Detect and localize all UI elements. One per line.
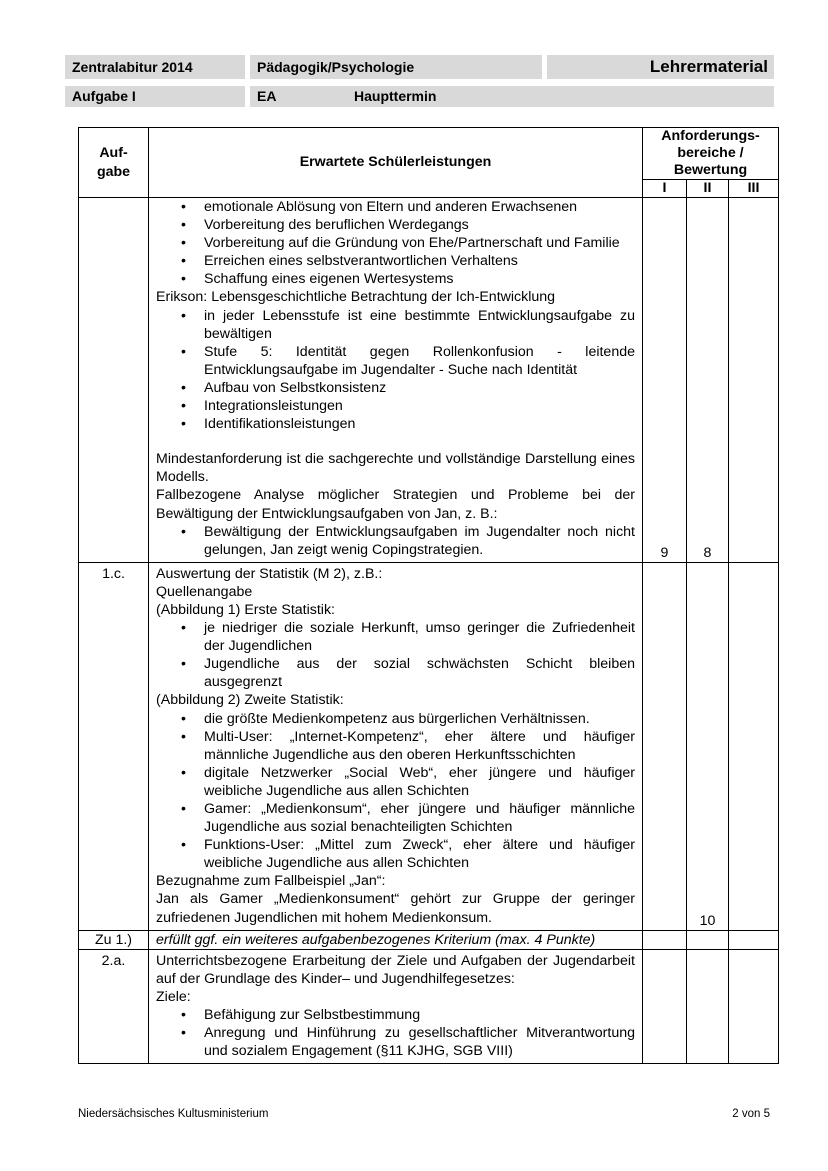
row4-list [156, 1006, 635, 1060]
row4-score-2 [687, 949, 729, 1064]
unterrichtsbezogen: Unterrichtsbezogene Erarbeitung der Ziele und Aufgaben der Jugendarbeit auf der Grundlage des Kinder– und Jugendhilfegesetzes: [156, 952, 635, 987]
list-item: • Gamer: „Medienkonsum“, eher jüngere und häufiger männliche Jugendliche aus sozial benachteiligten Schichten [204, 800, 635, 836]
col-anforderung-line3: Bewertung [673, 162, 748, 178]
jan-gamer: Jan als Gamer „Medienkonsument“ gehört zur Gruppe der geringer zufriedenen Jugendlichen mit hohem Medienkonsum. [156, 891, 635, 926]
mindestanforderung: Mindestanforderung ist die sachgerechte und vollständige Darstellung eines Modells. [156, 451, 635, 486]
list-item: • Befähigung zur Selbstbestimmung [204, 1006, 635, 1024]
row2-list-a [156, 619, 635, 691]
row3-score-2 [687, 930, 729, 949]
header-lehrermaterial: Lehrermaterial [547, 55, 774, 79]
list-item: • Vorbereitung des beruflichen Werdegangs [204, 216, 635, 234]
row2-score-2: 10 [687, 562, 729, 930]
weiteres-kriterium: erfüllt ggf. ein weiteres aufgabenbezogenes Kriterium (max. 4 Punkte) [156, 931, 596, 948]
table-row [79, 930, 779, 949]
list-item: • je niedriger die soziale Herkunft, umso geringer die Zufriedenheit der Jugendlichen [204, 619, 635, 655]
row2-content [149, 562, 643, 930]
table-row [79, 949, 779, 1064]
row1-list-c [156, 523, 635, 559]
list-item: • Erreichen eines selbstverantwortlichen Verhaltens [204, 252, 635, 270]
row1-aufgabe [79, 198, 149, 563]
col-anforderung-line1: Anforderungs- [661, 128, 760, 144]
list-item: • Bewältigung der Entwicklungsaufgaben im Jugendalter noch nicht gelungen, Jan zeigt wenig Copingstrategien. [204, 523, 635, 559]
list-item: • Multi-User: „Internet-Kompetenz“, eher ältere und häufiger männliche Jugendliche aus den oberen Herkunftsschichten [204, 728, 635, 764]
row2-aufgabe: 1.c. [79, 562, 149, 930]
list-item: • Aufbau von Selbstkonsistenz [204, 379, 635, 397]
row4-score-1 [643, 949, 687, 1064]
table-header-row [79, 128, 779, 180]
row1-content [149, 198, 643, 563]
level-1: I [643, 180, 687, 198]
list-item: • Vorbereitung auf die Gründung von Ehe/Partnerschaft und Familie [204, 234, 635, 252]
row4-score-3 [729, 949, 779, 1064]
header-haupttermin: Haupttermin [347, 86, 774, 107]
row3-score-3 [729, 930, 779, 949]
footer-page-number: 2 von 5 [732, 1108, 770, 1120]
col-aufgabe-line1: Auf- [99, 145, 128, 162]
list-item: • Schaffung eines eigenen Wertesystems [204, 270, 635, 288]
list-item: • die größte Medienkompetenz aus bürgerlichen Verhältnissen. [204, 710, 635, 728]
list-item: • in jeder Lebensstufe ist eine bestimmte Entwicklungsaufgabe zu bewältigen [204, 307, 635, 343]
list-item: • Jugendliche aus der sozial schwächsten Schicht bleiben ausgegrenzt [204, 655, 635, 691]
list-item: • Funktions-User: „Mittel zum Zweck“, eher ältere und häufiger weibliche Jugendliche aus allen Schichten [204, 836, 635, 872]
row1-list-a [156, 198, 635, 288]
row1-score-3 [729, 198, 779, 563]
col-anforderung [643, 128, 779, 180]
header-zentralabitur: Zentralabitur 2014 [65, 55, 245, 79]
row3-aufgabe: Zu 1.) [79, 930, 149, 949]
abbildung-1: (Abbildung 1) Erste Statistik: [156, 601, 335, 618]
row3-content [149, 930, 643, 949]
header-aufgabe: Aufgabe I [65, 86, 245, 107]
col-leistungen: Erwartete Schülerleistungen [149, 128, 643, 198]
row2-score-3 [729, 562, 779, 930]
bezugnahme: Bezugnahme zum Fallbeispiel „Jan“: [156, 873, 386, 890]
list-item: • Integrationsleistungen [204, 397, 635, 415]
statistik-intro: Auswertung der Statistik (M 2), z.B.: [156, 565, 383, 582]
list-item: • digitale Netzwerker „Social Web“, eher jüngere und häufiger weibliche Jugendliche aus allen Schichten [204, 764, 635, 800]
ziele-label: Ziele: [156, 988, 191, 1005]
list-item: • emotionale Ablösung von Eltern und anderen Erwachsenen [204, 198, 635, 216]
col-aufgabe-line2: gabe [96, 163, 131, 180]
row1-list-b [156, 307, 635, 434]
erikson-line: Erikson: Lebensgeschichtliche Betrachtung der Ich-Entwicklung [156, 289, 556, 306]
footer-ministry: Niedersächsisches Kultusministerium [78, 1108, 269, 1120]
col-anforderung-line2: bereiche / [677, 145, 744, 161]
expectations-table [78, 127, 779, 1064]
row4-aufgabe: 2.a. [79, 949, 149, 1064]
list-item: • Identifikationsleistungen [204, 415, 635, 433]
row3-score-1 [643, 930, 687, 949]
row2-list-b [156, 710, 635, 873]
level-2: II [687, 180, 729, 198]
row4-content [149, 949, 643, 1064]
abbildung-2: (Abbildung 2) Zweite Statistik: [156, 692, 344, 709]
col-aufgabe [79, 128, 149, 198]
level-3: III [729, 180, 779, 198]
fallbezogen: Fallbezogene Analyse möglicher Strategien und Probleme bei der Bewältigung der Entwicklungsaufgaben von Jan, z. B.: [156, 487, 635, 522]
quellenangabe: Quellenangabe [156, 583, 253, 600]
row1-score-1: 9 [643, 198, 687, 563]
list-item: • Stufe 5: Identität gegen Rollenkonfusion - leitende Entwicklungsaufgabe im Jugendalter - Suche nach Identität [204, 343, 635, 379]
table-row [79, 562, 779, 930]
header-ea: EA [250, 86, 347, 107]
spacer [156, 433, 635, 450]
row2-score-1 [643, 562, 687, 930]
list-item: • Anregung und Hinführung zu gesellschaftlicher Mitverantwortung und sozialem Engagement (§11 KJHG, SGB VIII) [204, 1024, 635, 1060]
row1-score-2: 8 [687, 198, 729, 563]
table-row [79, 198, 779, 563]
header-fach: Pädagogik/Psychologie [250, 55, 542, 79]
